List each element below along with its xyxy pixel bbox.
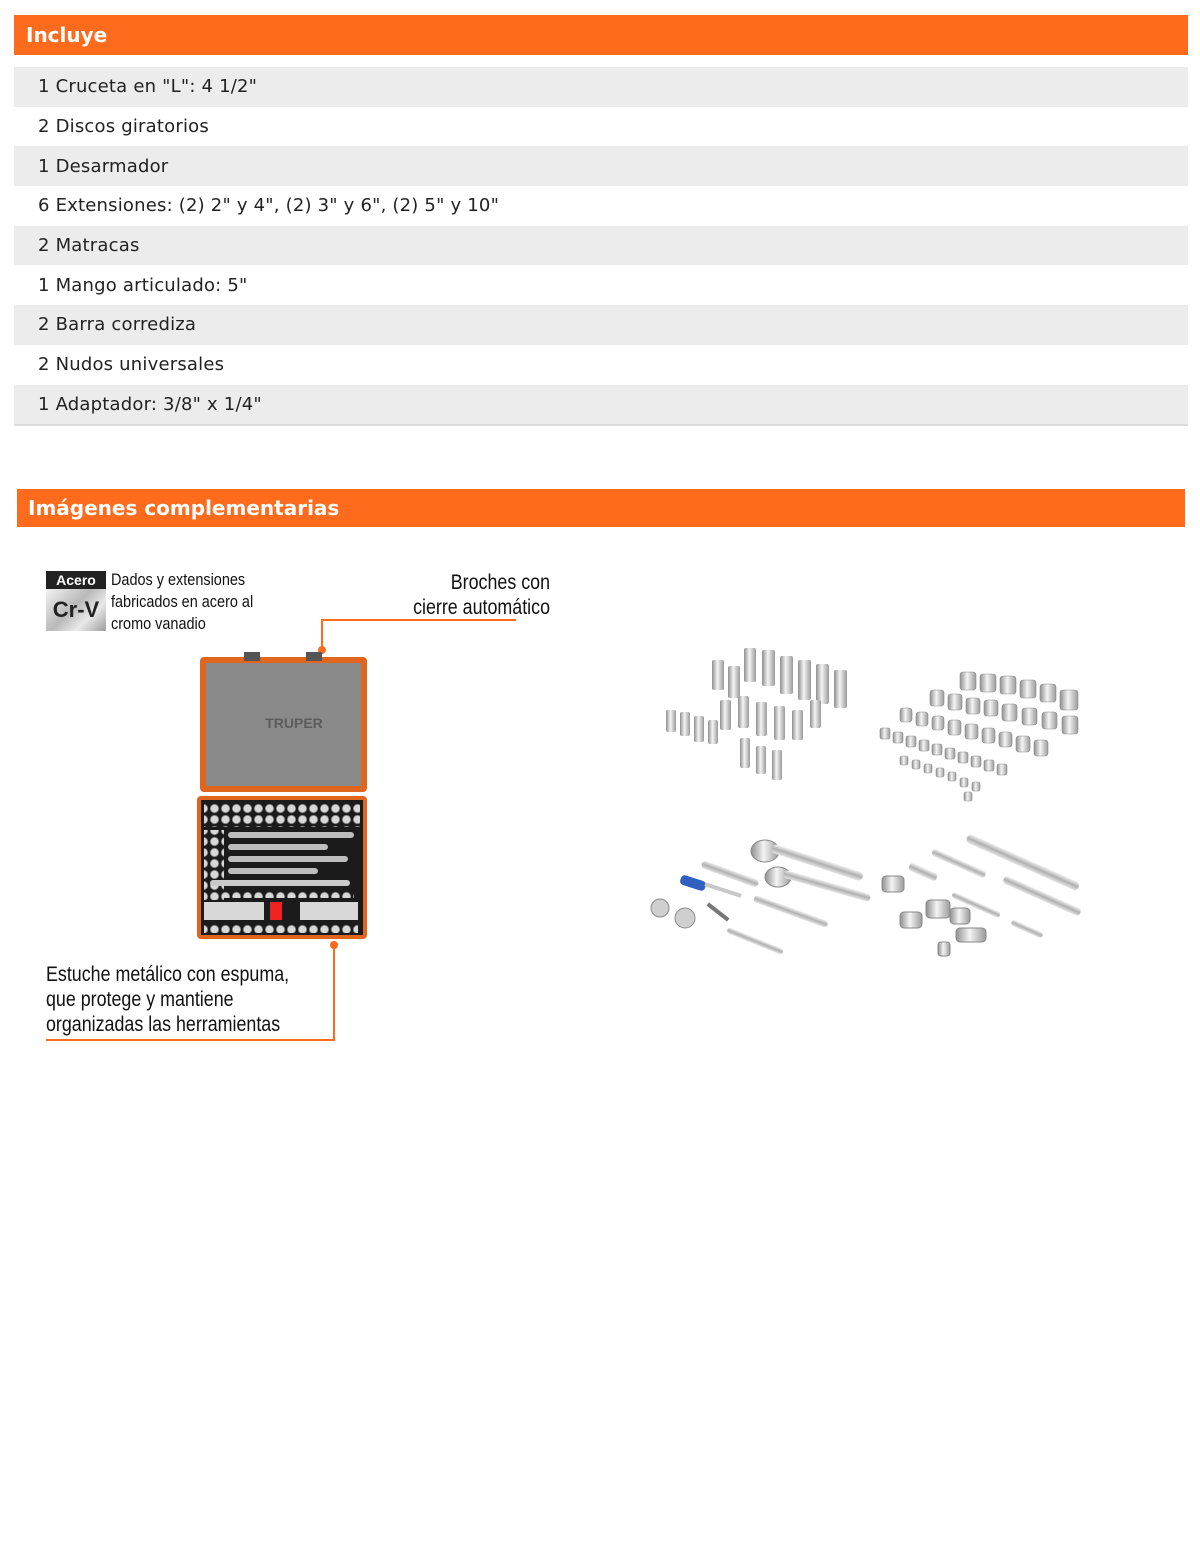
- list-item: 6 Extensiones: (2) 2" y 4", (2) 3" y 6", (2) 5" y 10": [14, 186, 1188, 226]
- list-item: 2 Matracas: [14, 226, 1188, 266]
- badge-top-label: Acero: [46, 571, 106, 589]
- callout-line: cierre automático: [413, 596, 550, 619]
- callout-line: cromo vanadio: [111, 614, 206, 633]
- callout-line: Dados y extensiones: [111, 570, 246, 589]
- badge-bottom-label: Cr-V: [46, 589, 106, 631]
- list-item: 1 Adaptador: 3/8" x 1/4": [14, 385, 1188, 425]
- list-item: 1 Desarmador: [14, 146, 1188, 186]
- list-item: 1 Cruceta en "L": 4 1/2": [14, 67, 1188, 107]
- callout-dot: [330, 941, 338, 949]
- includes-title: Incluye: [26, 23, 108, 47]
- complementary-title: Imágenes complementarias: [28, 496, 340, 520]
- extensions-group: [882, 834, 1082, 956]
- callout-line: Broches con: [450, 571, 550, 594]
- case-lid: [200, 652, 367, 792]
- case-brand: TRUPER: [265, 715, 323, 731]
- list-item: 2 Discos giratorios: [14, 107, 1188, 147]
- ratchets-group: [651, 840, 871, 955]
- deep-sockets-group: [666, 648, 847, 780]
- callout-line: que protege y mantiene: [46, 988, 234, 1011]
- shallow-sockets-group: [878, 668, 1083, 808]
- list-item: 2 Nudos universales: [14, 345, 1188, 385]
- list-item: 1 Mango articulado: 5": [14, 265, 1188, 305]
- callout-line: fabricados en acero al: [111, 592, 254, 611]
- callout-line: organizadas las herramientas: [46, 1013, 281, 1036]
- list-item: 2 Barra corrediza: [14, 305, 1188, 345]
- case-tray: [197, 796, 367, 939]
- callout-line: Estuche metálico con espuma,: [46, 963, 290, 986]
